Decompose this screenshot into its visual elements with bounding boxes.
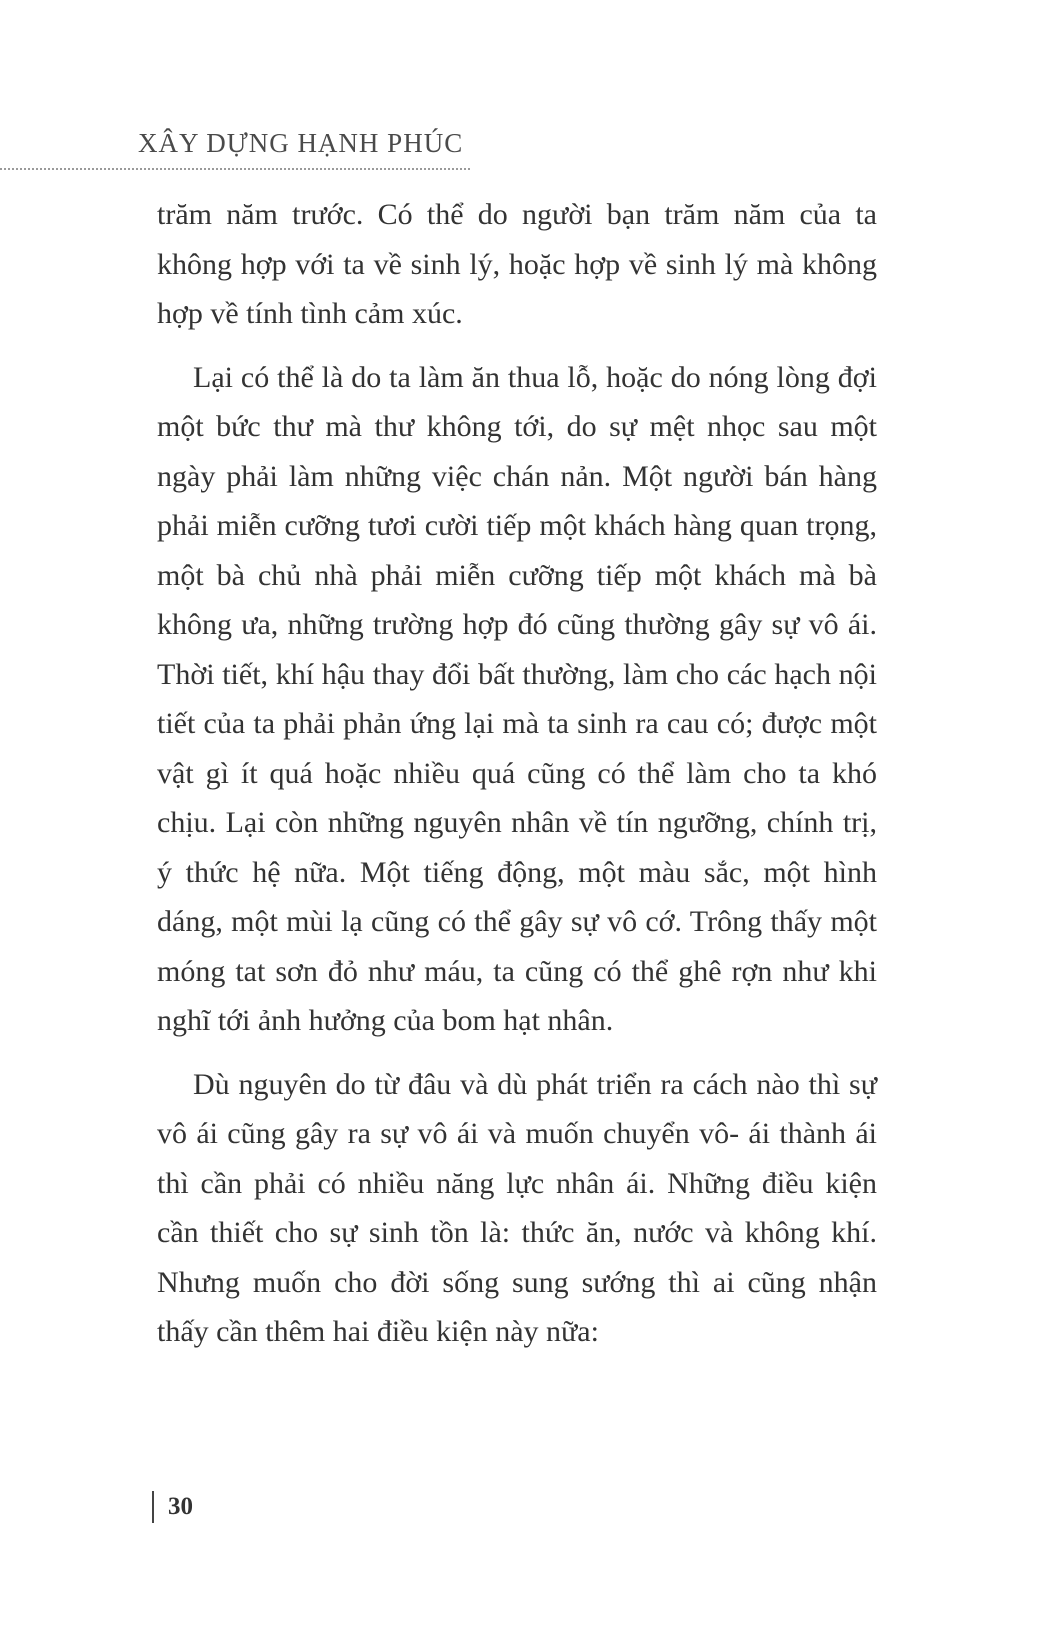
paragraph-1: trăm năm trước. Có thể do người bạn trăm năm của ta không hợp với ta về sinh lý, hoặc hợp về sinh lý mà không hợp về tính tình cảm xúc. [157, 198, 877, 330]
paragraph-3: Dù nguyên do từ đâu và dù phát triển ra cách nào thì sự vô ái cũng gây ra sự vô ái và muốn chuyển vô- ái thành ái thì cần phải có nhiều năng lực nhân ái. Những điều kiện cần thiết cho sự sinh tồn là: thức ăn, nước và không khí. Nhưng muốn cho đời sống sung sướng thì ai cũng nhận thấy cần thêm hai điều kiện này nữa: [157, 1067, 877, 1348]
footer-vertical-rule [152, 1491, 154, 1523]
header-divider [0, 168, 470, 170]
paragraph-2: Lại có thể là do ta làm ăn thua lỗ, hoặc do nóng lòng đợi một bức thư mà thư không tới, do sự mệt nhọc sau một ngày phải làm những việc chán nản. Một người bán hàng phải miễn cưỡng tươi cười tiếp một khách hàng quan trọng, một bà chủ nhà phải miễn cưỡng tiếp một khách mà bà không ưa, những trường hợp đó cũng thường gây sự vô ái. Thời tiết, khí hậu thay đổi bất thường, làm cho các hạch nội tiết của ta phải phản ứng lại mà ta sinh ra cau có; được một vật gì ít quá hoặc nhiều quá cũng có thể làm cho ta khó chịu. Lại còn những nguyên nhân về tín ngưỡng, chính trị, ý thức hệ nữa. Một tiếng động, một màu sắc, một hình dáng, một mùi lạ cũng có thể gây sự vô cớ. Trông thấy một móng tat sơn đỏ như máu, ta cũng có thể ghê rợn như khi nghĩ tới ảnh hưởng của bom hạt nhân. [157, 360, 877, 1037]
page-footer [152, 1490, 193, 1524]
page-body [157, 190, 877, 1371]
page-number: 30 [168, 1493, 193, 1520]
running-header-title: XÂY DỰNG HẠNH PHÚC [138, 128, 464, 158]
